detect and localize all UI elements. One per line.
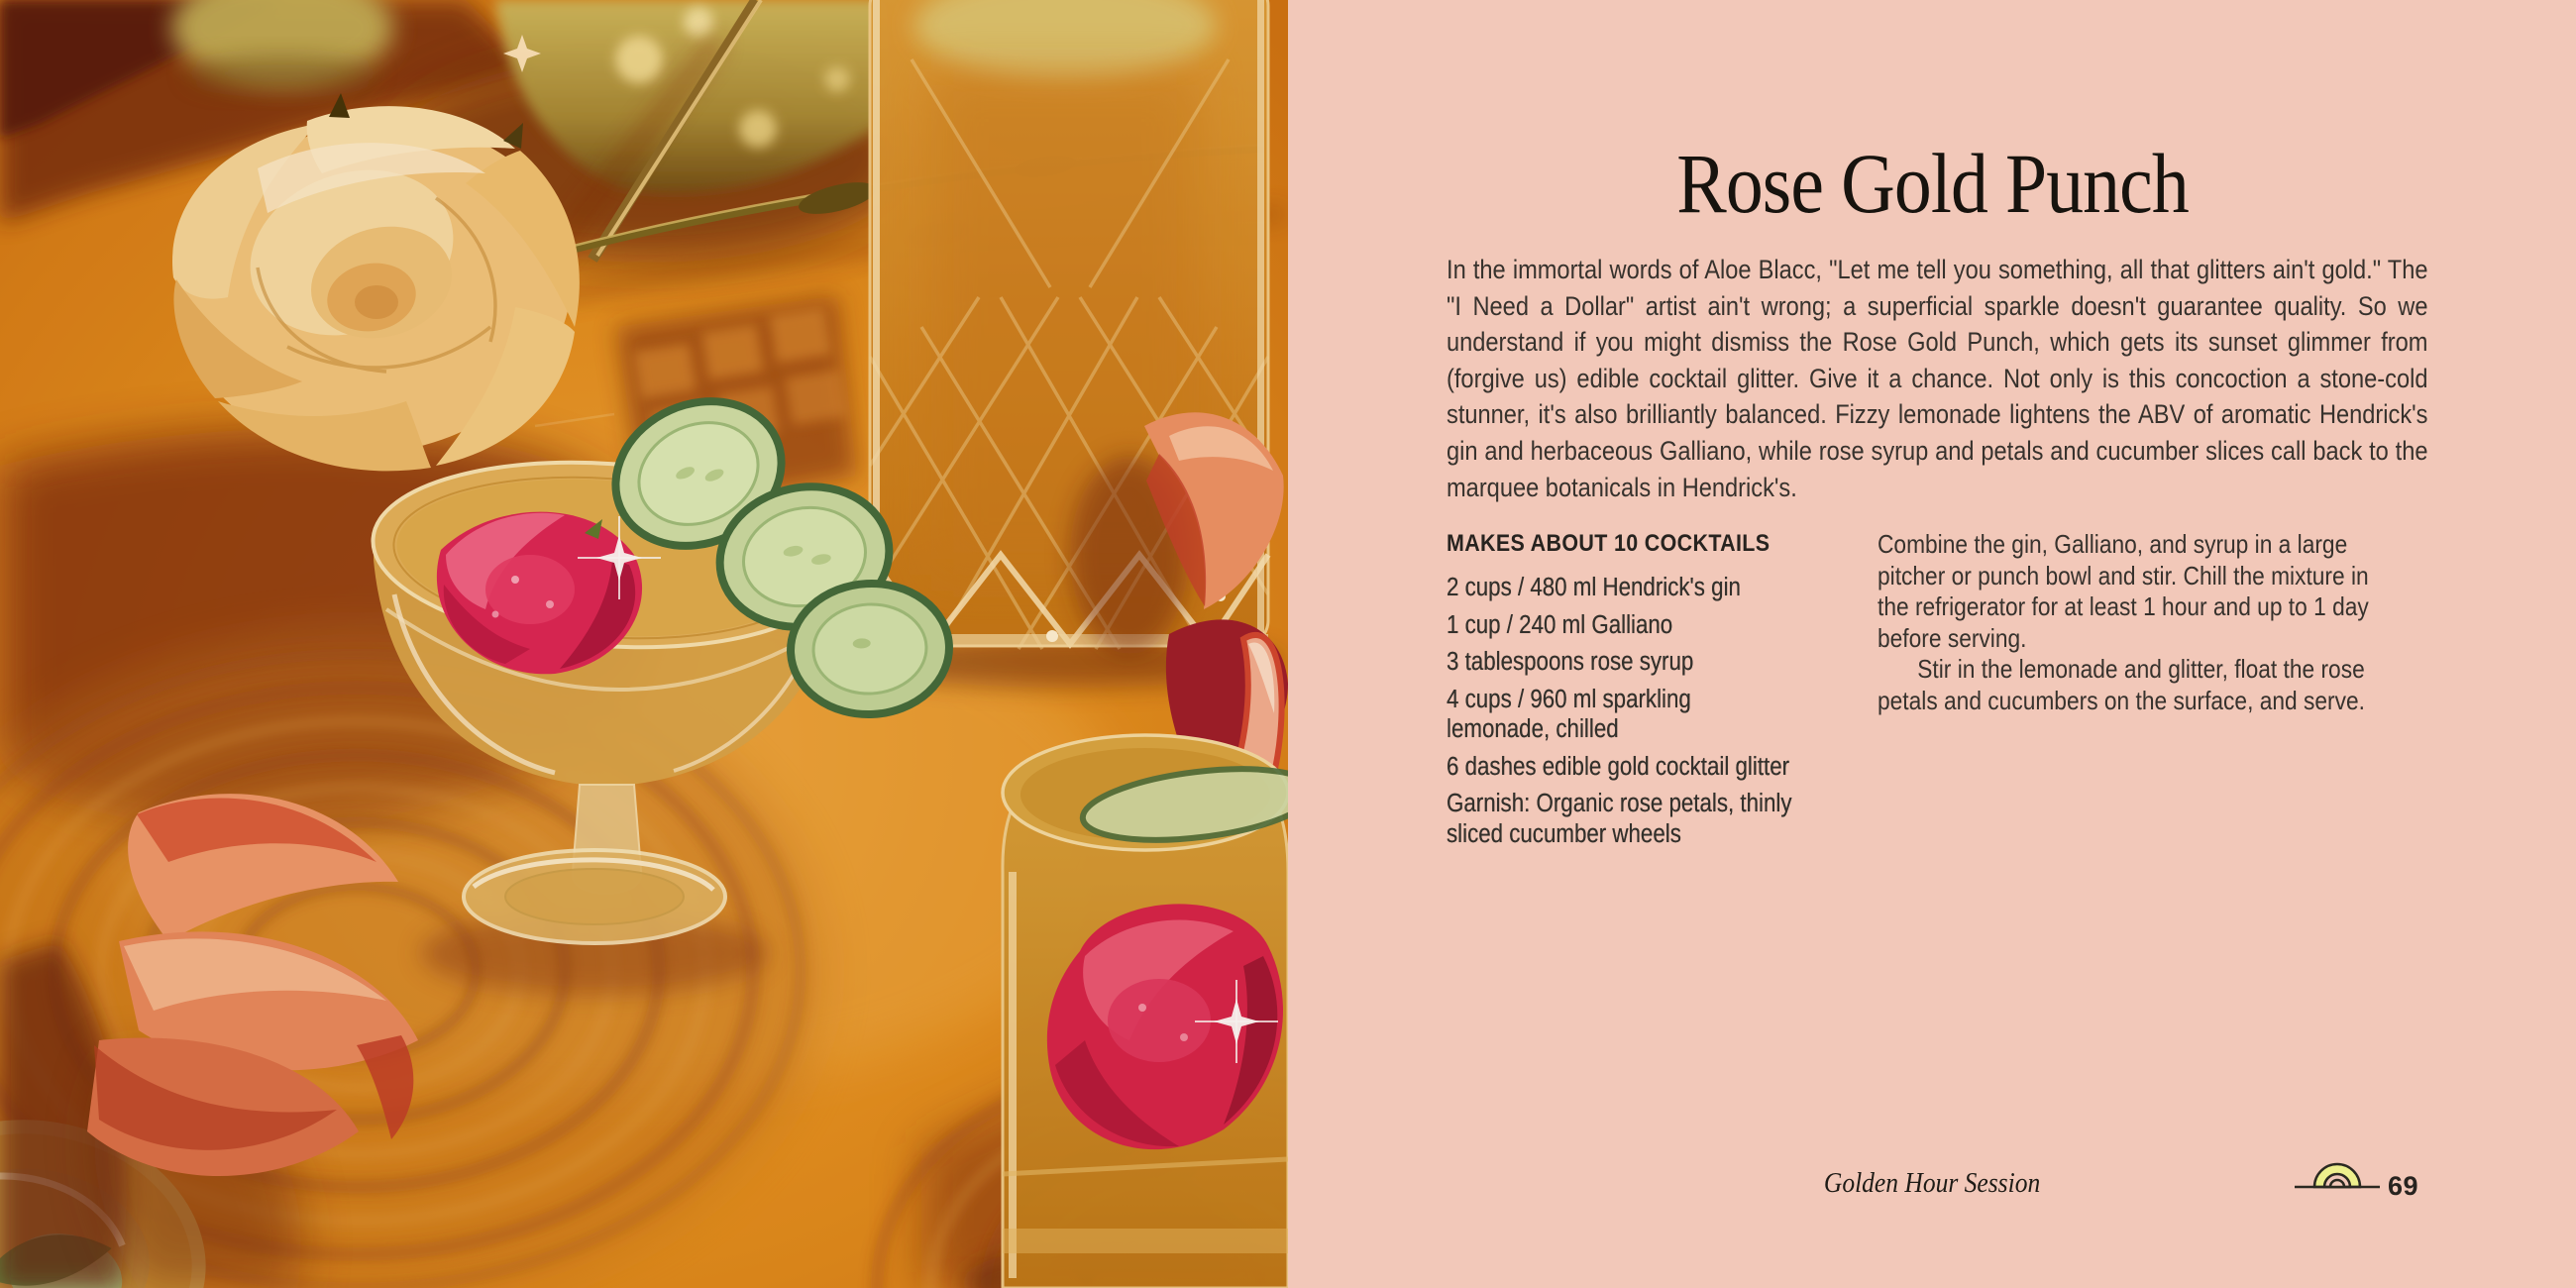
intro-paragraph: In the immortal words of Aloe Blacc, "Let me tell you something, all that glitters ain't gold." The "I Need a Dollar" artist ain't wrong; a superficial sparkle doesn't guarantee quality. So we understand if you might dismiss the Rose Gold Punch, which gets its sunset glimmer from (forgive us) edible cocktail glitter. Give it a chance. Not only is this concoction a stone-cold stunner, it's also brilliantly balanced. Fizzy lemonade lightens the ABV of aromatic Hendrick's gin and herbaceous Galliano, while rose syrup and petals and cucumber slices call back to the marquee botanicals in Hendrick's. xyxy=(1447,255,2428,502)
ingredient-item: Garnish: Organic rose petals, thinly sliced cucumber wheels xyxy=(1447,790,1792,848)
rainbow-icon xyxy=(2293,1157,2382,1193)
page-number: 69 xyxy=(2388,1171,2419,1201)
chapter-name-text: Golden Hour Session xyxy=(1823,1167,2041,1199)
chapter-name xyxy=(1288,1167,2576,1200)
method-step: Combine the gin, Galliano, and syrup in a large pitcher or punch bowl and stir. Chill the mixture in the refrigerator for at least 1 hour and up to 1 day before serving. xyxy=(1878,529,2369,653)
ingredient-item: 1 cup / 240 ml Galliano xyxy=(1447,610,1673,639)
method-step: Stir in the lemonade and glitter, float the rose petals and cucumbers on the surface, and serve. xyxy=(1878,654,2365,715)
ingredient-item: 4 cups / 960 ml sparkling lemonade, chilled xyxy=(1447,685,1691,743)
ingredient-item: 6 dashes edible gold cocktail glitter xyxy=(1447,752,1790,781)
yield-heading: MAKES ABOUT 10 COCKTAILS xyxy=(1447,530,1771,557)
ingredient-item: 2 cups / 480 ml Hendrick's gin xyxy=(1447,574,1741,601)
page-title-text: Rose Gold Punch xyxy=(1675,136,2189,231)
recipe-page xyxy=(1288,0,2576,1288)
method-column xyxy=(1878,529,2398,717)
ingredients-column xyxy=(1447,529,1793,856)
page-title xyxy=(1288,136,2576,231)
ingredient-item: 3 tablespoons rose syrup xyxy=(1447,648,1694,676)
